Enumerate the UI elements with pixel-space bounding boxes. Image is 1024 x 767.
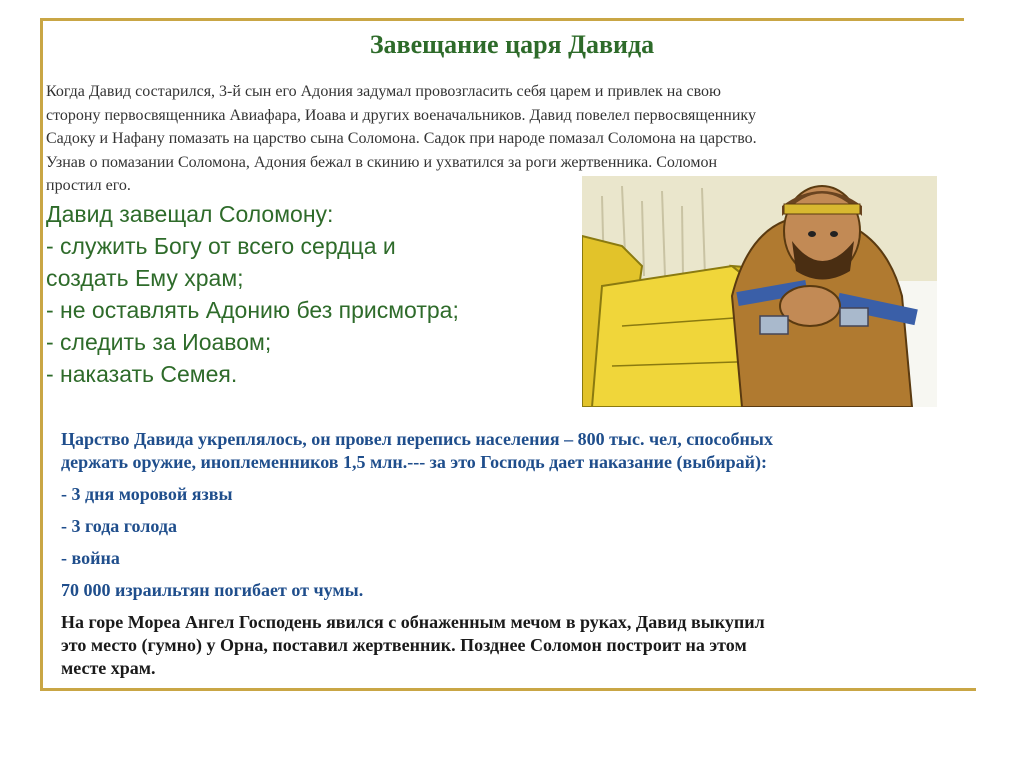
illustration-man-at-altar: [582, 176, 937, 407]
census-line: держать оружие, иноплеменников 1,5 млн.--- за это Господь дает наказание (выбирай):: [61, 452, 768, 472]
testament-item: - следить за Иоавом;: [46, 329, 272, 355]
punishment-option: - война: [61, 548, 120, 568]
frame-top-line: [40, 18, 964, 21]
intro-line: простил его.: [46, 177, 131, 194]
testament-item: - служить Богу от всего сердца и: [46, 233, 396, 259]
intro-line: Узнав о помазании Соломона, Адония бежал в скинию и ухватился за роги жертвенника. Соломон: [46, 153, 718, 171]
testament-heading: Давид завещал Соломону:: [46, 201, 334, 227]
testament-item: - не оставлять Адонию без присмотра;: [46, 297, 459, 323]
final-line: месте храм.: [61, 658, 156, 678]
punishment-option: - 3 года голода: [61, 516, 177, 536]
census-paragraph: [61, 428, 971, 474]
testament-item: создать Ему храм;: [46, 265, 244, 291]
final-line: это место (гумно) у Орна, поставил жертвенник. Позднее Соломон построит на этом: [61, 635, 747, 655]
intro-line: сторону первосвященника Авиафара, Иоава и других военачальников. Давид повелел первосвященнику: [46, 106, 756, 124]
slide-title: Завещание царя Давида: [369, 30, 655, 59]
plague-result: 70 000 израильтян погибает от чумы.: [61, 580, 364, 600]
intro-line: Садоку и Нафану помазать на царство сына Соломона. Садок при народе помазал Соломона на царство.: [46, 130, 757, 147]
final-paragraph: [61, 611, 971, 680]
testament-list: [46, 198, 566, 390]
punishment-option: - 3 дня моровой язвы: [61, 484, 233, 504]
intro-line: Когда Давид состарился, 3-й сын его Адония задумал провозгласить себя царем и привлек на свою: [46, 83, 721, 100]
census-section: [61, 428, 971, 689]
testament-item: - наказать Семея.: [46, 361, 238, 387]
final-line: На горе Мореа Ангел Господень явился с обнаженным мечом в руках, Давид выкупил: [61, 612, 765, 632]
frame-left-line: [40, 18, 43, 688]
census-line: Царство Давида укреплялось, он провел перепись населения – 800 тыс. чел, способных: [61, 429, 773, 449]
